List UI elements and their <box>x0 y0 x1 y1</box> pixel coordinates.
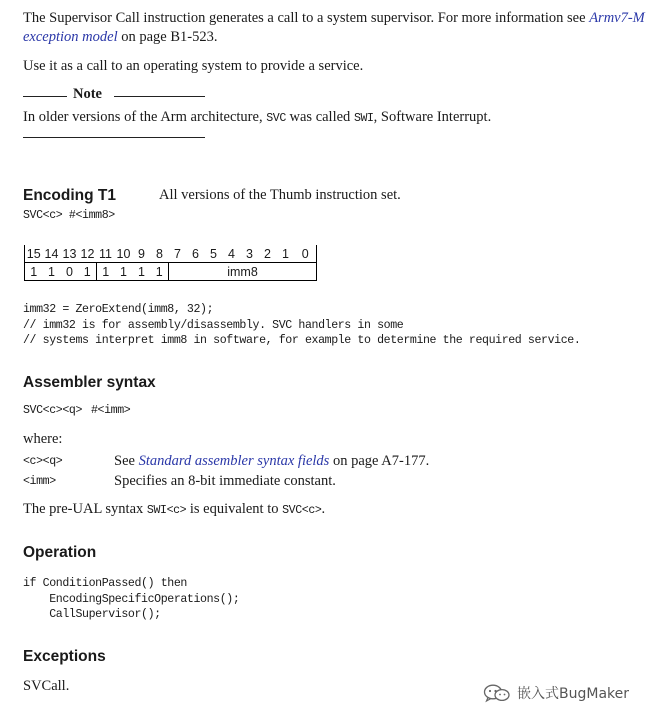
svc-code: SVC <box>266 112 286 125</box>
bit-number: 15 <box>25 245 43 263</box>
note-rule-left <box>23 96 67 97</box>
bit-number: 1 <box>282 246 289 261</box>
swi-c-code: SWI<c> <box>146 504 187 517</box>
opcode-bit: 1 <box>151 263 169 281</box>
desc-imm: Specifies an 8-bit immediate constant. <box>114 473 336 489</box>
assembler-syntax-title: Assembler syntax <box>23 374 156 391</box>
opcode-bit: 1 <box>79 263 97 281</box>
note-rule-bottom <box>23 137 205 138</box>
bit-number: 12 <box>80 246 95 261</box>
bit-number: 0 <box>295 245 317 263</box>
exceptions-title: Exceptions <box>23 648 106 665</box>
syntax-fields-link[interactable]: Standard assembler syntax fields <box>138 453 330 469</box>
code-line: CallSupervisor(); <box>23 608 161 622</box>
preual-text: The pre-UAL syntax SWI<c> is equivalent to SVC<c>. <box>23 501 326 517</box>
opcode-bit: 1 <box>115 263 133 281</box>
exception-model-link[interactable]: Armv7-M <box>589 10 645 26</box>
bit-value-row <box>25 263 317 281</box>
watermark <box>483 683 629 703</box>
note-title: Note <box>73 86 102 102</box>
bit-number: 3 <box>246 246 253 261</box>
opcode-bit: 1 <box>133 263 151 281</box>
opcode-bit: 1 <box>43 263 61 281</box>
encoding-description: All versions of the Thumb instruction set. <box>159 187 401 203</box>
bit-number: 2 <box>264 246 271 261</box>
assembler-syntax-left: SVC<c><q> <box>23 404 83 417</box>
bit-number: 11 <box>99 246 112 261</box>
watermark-text: 嵌入式BugMaker <box>517 686 629 702</box>
code-line: EncodingSpecificOperations(); <box>23 592 240 606</box>
code-line: // imm32 is for assembly/disassembly. SVC handlers in some <box>23 318 404 332</box>
exception-model-link-cont[interactable]: exception model <box>23 29 118 45</box>
wechat-icon <box>483 683 511 703</box>
note-rule-right <box>114 96 205 97</box>
term-imm: <imm> <box>23 475 56 488</box>
svc-c-code: SVC<c> <box>282 504 322 517</box>
bit-number: 9 <box>138 246 145 261</box>
encoding-pseudocode <box>23 302 580 349</box>
intro-text: The Supervisor Call instruction generates a call to a system supervisor. For more information see <box>23 10 590 26</box>
bit-number: 6 <box>192 246 199 261</box>
encoding-title: Encoding T1 <box>23 187 116 204</box>
encoding-table <box>24 245 317 281</box>
bit-number: 13 <box>62 246 77 261</box>
code-line: if ConditionPassed() then <box>23 577 187 590</box>
bit-number: 5 <box>210 246 217 261</box>
imm8-field: imm8 <box>169 263 317 281</box>
intro-line-2 <box>23 28 218 47</box>
opcode-bit: 1 <box>97 263 115 281</box>
swi-code: SWI <box>353 112 374 125</box>
code-line: // systems interpret imm8 in software, for example to determine the required service. <box>23 334 581 348</box>
term-cq: <c><q> <box>23 455 63 468</box>
code-line: imm32 = ZeroExtend(imm8, 32); <box>23 303 214 316</box>
operation-code <box>23 576 239 623</box>
encoding-syntax: SVC<c> #<imm8> <box>23 209 115 222</box>
operation-title: Operation <box>23 544 97 561</box>
where-label: where: <box>23 431 63 447</box>
note-text: In older versions of the Arm architecture, SVC was called SWI, Software Interrupt. <box>23 109 492 125</box>
assembler-syntax-right: #<imm> <box>91 404 131 417</box>
bit-number: 4 <box>228 246 235 261</box>
exceptions-text: SVCall. <box>23 678 70 694</box>
bit-number: 10 <box>116 246 131 261</box>
bit-number: 14 <box>44 246 59 261</box>
bit-number: 8 <box>156 246 163 261</box>
intro-line-1 <box>23 9 645 28</box>
bit-number-row <box>25 245 317 263</box>
desc-cq: See Standard assembler syntax fields on page A7-177. <box>114 453 430 469</box>
usage-text: Use it as a call to an operating system to provide a service. <box>23 58 364 74</box>
intro-page-ref: on page B1-523. <box>117 29 218 45</box>
opcode-bit: 1 <box>25 263 43 281</box>
opcode-bit: 0 <box>61 263 79 281</box>
bit-number: 7 <box>174 246 181 261</box>
